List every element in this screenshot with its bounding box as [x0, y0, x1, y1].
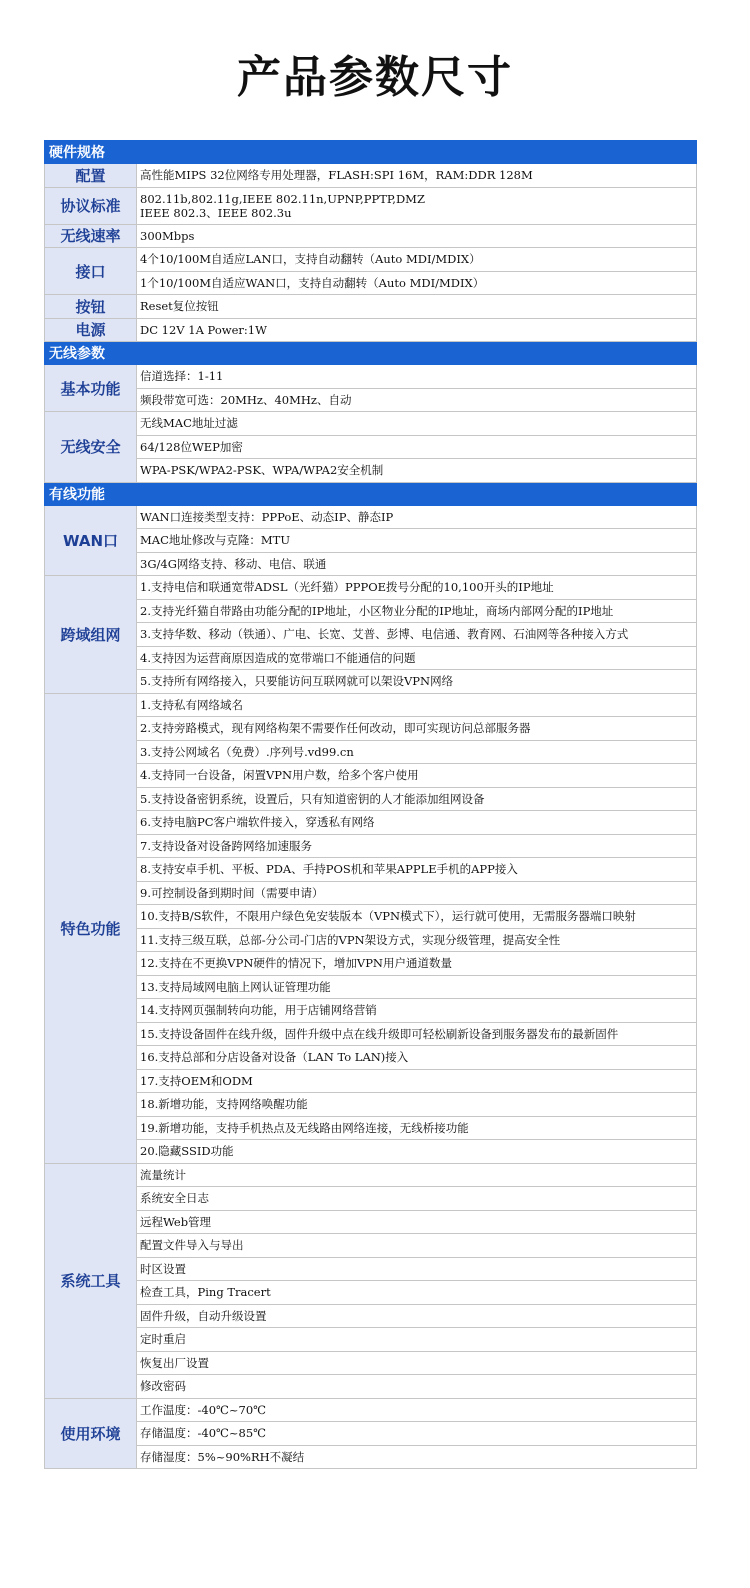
spec-value-multiline	[137, 187, 697, 224]
spec-value: 工作温度：-40℃~70℃	[137, 1398, 697, 1422]
spec-row	[45, 248, 697, 272]
spec-value: 3.支持公网域名（免费）.序列号.vd99.cn	[137, 740, 697, 764]
spec-row	[45, 1093, 697, 1117]
spec-row	[45, 670, 697, 694]
spec-label: 按钮	[45, 295, 137, 319]
spec-label: 系统工具	[45, 1163, 137, 1398]
spec-value: 8.支持安卓手机、平板、PDA、手持POS机和苹果APPLE手机的APP接入	[137, 858, 697, 882]
spec-value: 11.支持三级互联，总部-分公司-门店的VPN架设方式，实现分级管理，提高安全性	[137, 928, 697, 952]
spec-value: 19.新增功能，支持手机热点及无线路由网络连接，无线桥接功能	[137, 1116, 697, 1140]
spec-value: 4个10/100M自适应LAN口，支持自动翻转（Auto MDI/MDIX）	[137, 248, 697, 272]
spec-row	[45, 1281, 697, 1305]
spec-row	[45, 1140, 697, 1164]
spec-value-line: IEEE 802.3、IEEE 802.3u	[140, 205, 292, 220]
spec-value: 定时重启	[137, 1328, 697, 1352]
spec-row	[45, 224, 697, 248]
spec-value: 18.新增功能，支持网络唤醒功能	[137, 1093, 697, 1117]
section-header: 无线参数	[45, 342, 697, 365]
spec-value: WPA-PSK/WPA2-PSK、WPA/WPA2安全机制	[137, 459, 697, 483]
spec-row	[45, 717, 697, 741]
spec-row	[45, 1351, 697, 1375]
spec-row	[45, 1328, 697, 1352]
spec-row	[45, 1304, 697, 1328]
spec-row	[45, 975, 697, 999]
spec-row	[45, 1022, 697, 1046]
spec-row	[45, 318, 697, 342]
spec-row	[45, 623, 697, 647]
spec-value: 流量统计	[137, 1163, 697, 1187]
spec-value: 4.支持因为运营商原因造成的宽带端口不能通信的问题	[137, 646, 697, 670]
spec-value: 时区设置	[137, 1257, 697, 1281]
spec-row	[45, 811, 697, 835]
spec-value: 1.支持电信和联通宽带ADSL（光纤猫）PPPOE拨号分配的10,100开头的IP地址	[137, 576, 697, 600]
spec-row	[45, 529, 697, 553]
spec-value: WAN口连接类型支持：PPPoE、动态IP、静态IP	[137, 505, 697, 529]
spec-row	[45, 1234, 697, 1258]
spec-value: 5.支持所有网络接入，只要能访问互联网就可以架设VPN网络	[137, 670, 697, 694]
spec-label: 基本功能	[45, 365, 137, 412]
spec-row	[45, 1187, 697, 1211]
spec-label: 使用环境	[45, 1398, 137, 1469]
spec-value: 高性能MIPS 32位网络专用处理器，FLASH:SPI 16M，RAM:DDR 128M	[137, 164, 697, 188]
spec-value: 64/128位WEP加密	[137, 435, 697, 459]
spec-value: 固件升级，自动升级设置	[137, 1304, 697, 1328]
spec-row	[45, 459, 697, 483]
spec-value: 13.支持局域网电脑上网认证管理功能	[137, 975, 697, 999]
spec-value: 无线MAC地址过滤	[137, 412, 697, 436]
spec-row	[45, 999, 697, 1023]
spec-value: 存储湿度：5%~90%RH不凝结	[137, 1445, 697, 1469]
spec-value: 信道选择：1-11	[137, 365, 697, 389]
spec-value: 14.支持网页强制转向功能，用于店铺网络营销	[137, 999, 697, 1023]
spec-value: 4.支持同一台设备，闲置VPN用户数，给多个客户使用	[137, 764, 697, 788]
spec-row	[45, 552, 697, 576]
section-header-row	[45, 482, 697, 505]
spec-value: 17.支持OEM和ODM	[137, 1069, 697, 1093]
spec-row	[45, 858, 697, 882]
spec-value: 系统安全日志	[137, 1187, 697, 1211]
spec-row	[45, 646, 697, 670]
spec-row	[45, 1116, 697, 1140]
spec-value: 2.支持旁路模式，现有网络构架不需要作任何改动，即可实现访问总部服务器	[137, 717, 697, 741]
spec-value: 12.支持在不更换VPN硬件的情况下，增加VPN用户通道数量	[137, 952, 697, 976]
spec-row	[45, 1210, 697, 1234]
spec-row	[45, 435, 697, 459]
spec-row	[45, 1375, 697, 1399]
spec-row	[45, 1445, 697, 1469]
spec-row	[45, 365, 697, 389]
spec-row	[45, 881, 697, 905]
spec-value: 检查工具，Ping Tracert	[137, 1281, 697, 1305]
spec-value: 恢复出厂设置	[137, 1351, 697, 1375]
spec-value: 20.隐藏SSID功能	[137, 1140, 697, 1164]
section-header: 硬件规格	[45, 141, 697, 164]
spec-label: 无线速率	[45, 224, 137, 248]
spec-value: 3G/4G网络支持、移动、电信、联通	[137, 552, 697, 576]
spec-label: 无线安全	[45, 412, 137, 483]
spec-row	[45, 295, 697, 319]
spec-value: MAC地址修改与克隆：MTU	[137, 529, 697, 553]
spec-label: 跨域组网	[45, 576, 137, 694]
spec-row	[45, 952, 697, 976]
spec-row	[45, 271, 697, 295]
spec-row	[45, 1163, 697, 1187]
spec-row	[45, 693, 697, 717]
spec-value: DC 12V 1A Power:1W	[137, 318, 697, 342]
spec-value: Reset复位按钮	[137, 295, 697, 319]
spec-row	[45, 187, 697, 224]
spec-value: 远程Web管理	[137, 1210, 697, 1234]
spec-value: 5.支持设备密钥系统，设置后，只有知道密钥的人才能添加组网设备	[137, 787, 697, 811]
spec-value: 6.支持电脑PC客户端软件接入，穿透私有网络	[137, 811, 697, 835]
spec-value: 存储温度：-40℃~85℃	[137, 1422, 697, 1446]
spec-value: 15.支持设备固件在线升级，固件升级中点在线升级即可轻松刷新设备到服务器发布的最新固件	[137, 1022, 697, 1046]
spec-row	[45, 412, 697, 436]
spec-label: 协议标准	[45, 187, 137, 224]
spec-value: 频段带宽可选：20MHz、40MHz、自动	[137, 388, 697, 412]
section-header: 有线功能	[45, 482, 697, 505]
spec-value: 修改密码	[137, 1375, 697, 1399]
spec-row	[45, 388, 697, 412]
spec-row	[45, 740, 697, 764]
spec-label: 接口	[45, 248, 137, 295]
spec-value: 16.支持总部和分店设备对设备（LAN To LAN)接入	[137, 1046, 697, 1070]
spec-value: 10.支持B/S软件，不限用户绿色免安装版本（VPN模式下），运行就可使用，无需服务器端口映射	[137, 905, 697, 929]
spec-label: 特色功能	[45, 693, 137, 1163]
spec-row	[45, 1257, 697, 1281]
spec-value: 3.支持华数、移动（铁通）、广电、长宽、艾普、彭博、电信通、教育网、石油网等各种接入方式	[137, 623, 697, 647]
spec-row	[45, 599, 697, 623]
section-header-row	[45, 342, 697, 365]
spec-table	[44, 140, 697, 1469]
spec-value: 2.支持光纤猫自带路由功能分配的IP地址，小区物业分配的IP地址，商场内部网分配的IP地址	[137, 599, 697, 623]
spec-row	[45, 164, 697, 188]
spec-row	[45, 905, 697, 929]
spec-value: 7.支持设备对设备跨网络加速服务	[137, 834, 697, 858]
spec-row	[45, 764, 697, 788]
spec-row	[45, 787, 697, 811]
spec-value: 1个10/100M自适应WAN口，支持自动翻转（Auto MDI/MDIX）	[137, 271, 697, 295]
section-header-row	[45, 141, 697, 164]
spec-value: 9.可控制设备到期时间（需要申请）	[137, 881, 697, 905]
spec-label: 电源	[45, 318, 137, 342]
spec-value: 300Mbps	[137, 224, 697, 248]
spec-row	[45, 1069, 697, 1093]
spec-row	[45, 1422, 697, 1446]
spec-row	[45, 834, 697, 858]
spec-row	[45, 576, 697, 600]
spec-value: 1.支持私有网络域名	[137, 693, 697, 717]
spec-row	[45, 928, 697, 952]
spec-row	[45, 1398, 697, 1422]
page-title: 产品参数尺寸	[237, 52, 513, 103]
spec-row	[45, 1046, 697, 1070]
spec-row	[45, 505, 697, 529]
spec-label: WAN口	[45, 505, 137, 576]
spec-value: 配置文件导入与导出	[137, 1234, 697, 1258]
spec-label: 配置	[45, 164, 137, 188]
spec-value-line: 802.11b,802.11g,IEEE 802.11n,UPNP,PPTP,DMZ	[140, 191, 425, 206]
